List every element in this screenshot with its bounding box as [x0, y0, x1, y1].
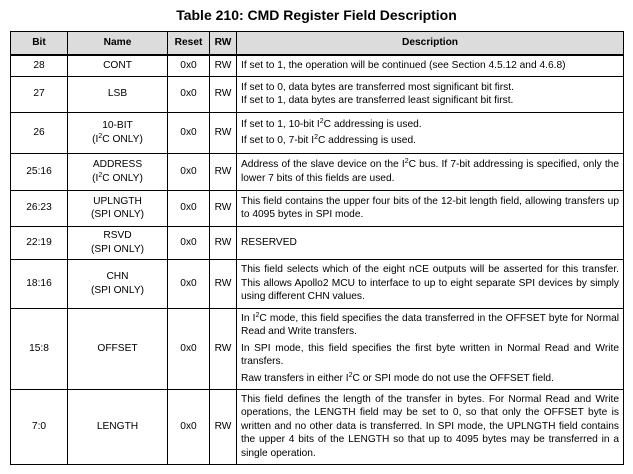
- table-row: [11, 259, 624, 308]
- reset-cell: 0x0: [168, 190, 210, 226]
- name-cell: [68, 389, 168, 464]
- name-cell: [68, 259, 168, 308]
- description-text: This field contains the upper four bits of the 12-bit length field, allowing transfers up to 4095 bytes in SPI mode.: [241, 195, 619, 221]
- field-qualifier: (SPI ONLY): [90, 243, 145, 255]
- field-name: ADDRESS: [92, 159, 143, 170]
- bit-cell: 18:16: [11, 259, 68, 308]
- description-cell: [237, 259, 624, 308]
- table-row: [11, 226, 624, 259]
- bit-cell: 7:0: [11, 389, 68, 464]
- field-name: UPLNGTH: [93, 195, 142, 207]
- field-qualifier: ($I^2C$ ONLY): [92, 132, 143, 145]
- register-field-table: [10, 31, 624, 465]
- reset-cell: 0x0: [168, 76, 210, 112]
- rw-cell: RW: [210, 226, 237, 259]
- rw-cell: RW: [210, 308, 237, 389]
- rw-cell: RW: [210, 112, 237, 153]
- field-name: LSB: [107, 88, 128, 100]
- name-cell: [68, 76, 168, 112]
- table-row: [11, 153, 624, 190]
- table-row: [11, 308, 624, 389]
- description-text: If set to 1, data bytes are transferred least significant bit first.: [241, 95, 514, 107]
- field-qualifier: ($I^2C$ ONLY): [92, 171, 143, 184]
- description-cell: [237, 389, 624, 464]
- description-text: This field defines the length of the transfer in bytes. For Normal Read and Write operations, the LENGTH field may be set to 0, so that only the OFFSET byte is written and no other data is transferred. In SPI mode, the UPLNGTH field contains the upper 4 bits of the LENGTH so that up to 4095 bytes may be transferred in a single operation.: [241, 393, 619, 459]
- reset-cell: 0x0: [168, 153, 210, 190]
- bit-cell: 26: [11, 112, 68, 153]
- reset-cell: 0x0: [168, 55, 210, 76]
- column-header-rw: RW: [210, 32, 237, 56]
- description-text: If set to 0, 7-bit $I^2C$ addressing is used.: [241, 134, 416, 147]
- field-name: 10-BIT: [102, 120, 133, 131]
- description-text: This field selects which of the eight nCE outputs will be asserted for this transfer. This allows Apollo2 MCU to interface to up to eight separate SPI devices by simply using different CHN values.: [241, 264, 619, 303]
- rw-cell: RW: [210, 190, 237, 226]
- field-name: OFFSET: [97, 342, 138, 354]
- description-cell: [237, 76, 624, 112]
- field-name: CONT: [103, 60, 132, 71]
- bit-cell: 25:16: [11, 153, 68, 190]
- description-text: Address of the slave device on the $I^2C$ bus. If 7-bit addressing is specified, only the lower 7 bits of this fields are used.: [241, 158, 619, 184]
- description-cell: [237, 153, 624, 190]
- bit-cell: 26:23: [11, 190, 68, 226]
- reset-cell: 0x0: [168, 389, 210, 464]
- bit-cell: 22:19: [11, 226, 68, 259]
- description-cell: [237, 112, 624, 153]
- column-header-reset: Reset: [168, 32, 210, 56]
- field-name: CHN: [106, 271, 129, 282]
- table-row: [11, 389, 624, 464]
- description-cell: [237, 190, 624, 226]
- description-text: If set to 0, data bytes are transferred most significant bit first.: [241, 81, 514, 93]
- description-text: In $I^2C$ mode, this field specifies the data transferred in the OFFSET byte for Normal Read and Write transfers.: [241, 311, 619, 338]
- table-row: [11, 190, 624, 226]
- table-title: Table 210: CMD Register Field Description: [176, 7, 457, 23]
- reset-cell: 0x0: [168, 259, 210, 308]
- table-row: [11, 76, 624, 112]
- table-header-row: [11, 32, 624, 56]
- rw-cell: RW: [210, 389, 237, 464]
- reset-cell: 0x0: [168, 112, 210, 153]
- column-header-description: Description: [237, 32, 624, 56]
- description-text: RESERVED: [241, 236, 297, 248]
- column-header-bit: Bit: [11, 32, 68, 56]
- name-cell: [68, 226, 168, 259]
- description-cell: [237, 226, 624, 259]
- description-cell: [237, 55, 624, 76]
- reset-cell: 0x0: [168, 226, 210, 259]
- name-cell: [68, 55, 168, 76]
- description-text: If set to 1, 10-bit $I^2C$ addressing is used.: [241, 117, 422, 130]
- bit-cell: 15:8: [11, 308, 68, 389]
- description-text: If set to 1, the operation will be continued (see Section 4.5.12 and 4.6.8): [241, 60, 566, 71]
- description-cell: [237, 308, 624, 389]
- rw-cell: RW: [210, 76, 237, 112]
- column-header-name: Name: [68, 32, 168, 56]
- description-text: In SPI mode, this field specifies the first byte written in Normal Read and Write transfers.: [241, 342, 619, 368]
- bit-cell: 27: [11, 76, 68, 112]
- table-row: [11, 55, 624, 76]
- field-qualifier: (SPI ONLY): [90, 284, 145, 296]
- rw-cell: RW: [210, 259, 237, 308]
- name-cell: [68, 112, 168, 153]
- name-cell: [68, 308, 168, 389]
- field-name: RSVD: [103, 230, 132, 241]
- table-row: [11, 112, 624, 153]
- bit-cell: 28: [11, 55, 68, 76]
- rw-cell: RW: [210, 153, 237, 190]
- rw-cell: RW: [210, 55, 237, 76]
- name-cell: [68, 153, 168, 190]
- field-qualifier: (SPI ONLY): [90, 209, 145, 221]
- field-name: LENGTH: [96, 420, 139, 432]
- name-cell: [68, 190, 168, 226]
- reset-cell: 0x0: [168, 308, 210, 389]
- description-text: Raw transfers in either $I^2C$ or SPI mode do not use the OFFSET field.: [241, 371, 554, 384]
